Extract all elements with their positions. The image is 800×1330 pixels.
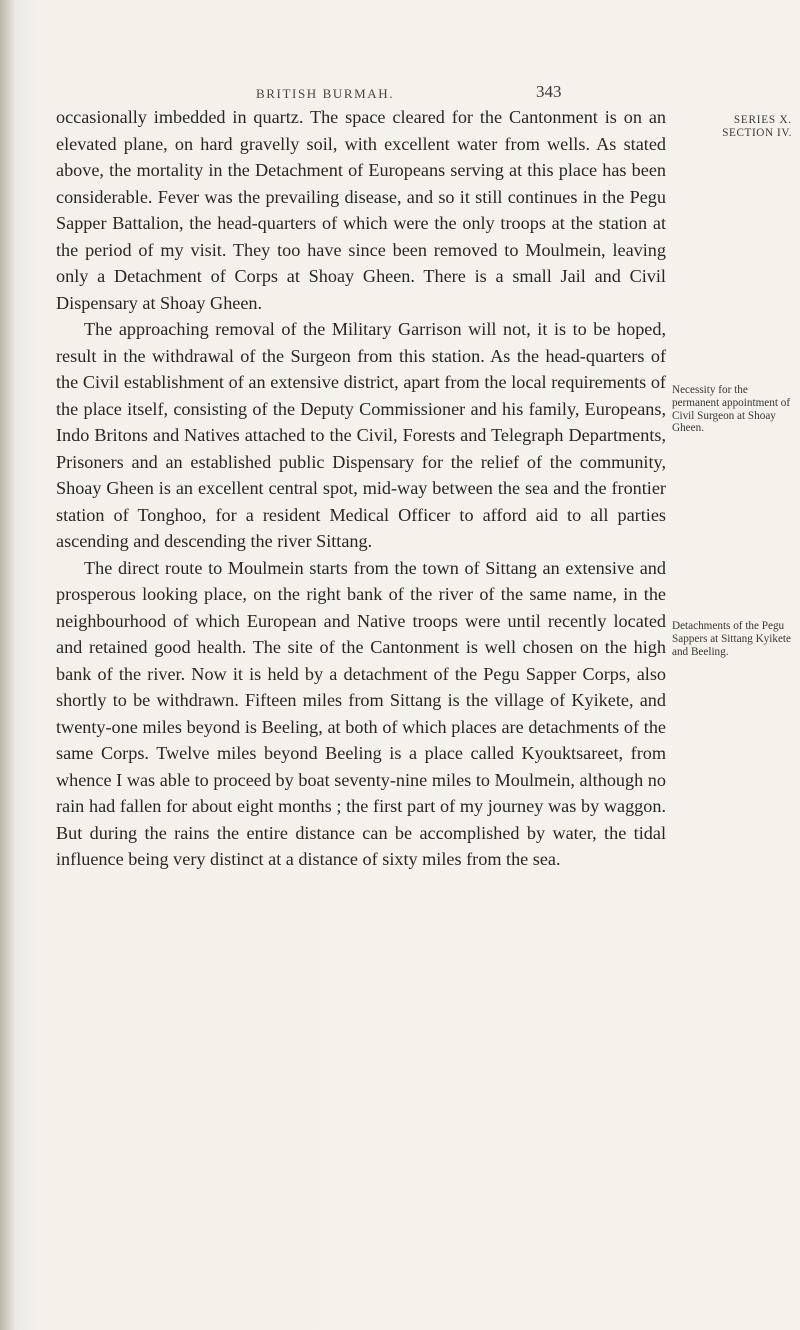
necessity-note: Necessity for the permanent appointment of Civil Surgeon at Shoay Gheen.: [672, 384, 791, 435]
margin-notes: [672, 0, 800, 1330]
body-text: [56, 104, 666, 873]
paragraph-3: The direct route to Moulmein starts from the town of Sittang an extensive and prosperous looking place, on the right bank of the river of the same name, in the neighbourhood of which European and Native troops were until recently located and retained good health. The site of the Cantonment is well chosen on the high bank of the river. Now it is held by a detachment of the Pegu Sapper Corps, also shortly to be withdrawn. Fifteen miles from Sittang is the village of Kyikete, and twenty-one miles beyond is Beeling, at both of which places are detachments of the same Corps. Twelve miles beyond Beeling is a place called Kyouktsareet, from whence I was able to proceed by boat seventy-nine miles to Moulmein, although no rain had fallen for about eight months ; the first part of my journey was by waggon. But during the rains the entire distance can be accomplished by water, the tidal influence being very distinct at a distance of sixty miles from the sea.: [56, 557, 666, 869]
series-label: SERIES X.: [733, 114, 792, 126]
paragraph-2: The approaching removal of the Military Garrison will not, it is to be hoped, result in the withdrawal of the Surgeon from this station. As the head-quarters of the Civil establishment of an extensive district, apart from the local requirements of the place itself, consisting of the Deputy Commissioner and his family, Europeans, Indo Britons and Natives attached to the Civil, Forests and Telegraph Departments, Prisoners and an established public Dispensary for the relief of the community, Shoay Gheen is an excellent central spot, mid-way between the sea and the frontier station of Tonghoo, for a resident Medical Officer to afford aid to all parties ascending and descending the river Sittang.: [56, 319, 666, 551]
paragraph-1: occasionally imbedded in quartz. The space cleared for the Cantonment is on an elevated plane, on hard gravelly soil, with excellent water from wells. As stated above, the mortality in the Detachment of Europeans serving at this place has been considerable. Fever was the prevailing disease, and so it still continues in the Pegu Sapper Battalion, the head-quarters of which were the only troops at the station at the period of my visit. They too have since been removed to Moulmein, leaving only a Detachment of Corps at Shoay Gheen. There is a small Jail and Civil Dispensary at Shoay Gheen.: [56, 107, 666, 313]
detachments-note: Detachments of the Pegu Sappers at Sittang Kyikete and Beeling.: [672, 620, 791, 658]
series-note: [672, 114, 796, 140]
binding-shadow: [0, 0, 14, 1330]
page-number: 343: [536, 82, 562, 101]
running-title: BRITISH BURMAH.: [256, 86, 395, 101]
section-label: SECTION IV.: [722, 126, 792, 139]
